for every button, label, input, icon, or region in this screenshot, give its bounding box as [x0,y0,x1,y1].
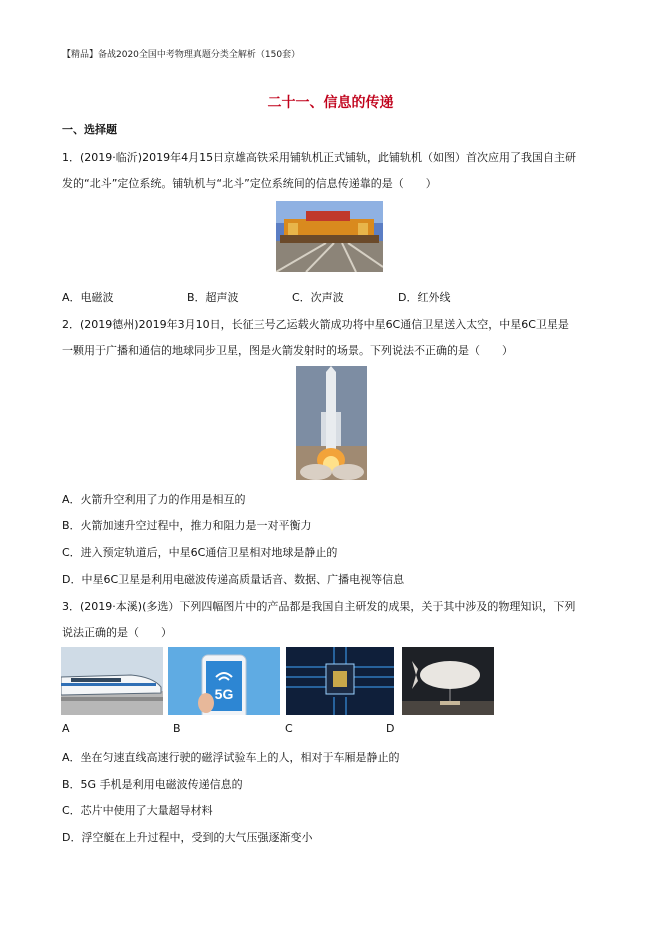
q1-option-a[interactable]: A．电磁波 [62,291,114,304]
q3-stem-line1: 3．(2019·本溪)(多选）下列四幅图片中的产品都是我国自主研发的成果，关于其中涉及的物理知识，下列 [62,600,576,613]
q1-stem-line2: 发的“北斗”定位系统。铺轨机与“北斗”定位系统间的信息传递靠的是（ ） [62,177,437,190]
q2-stem-line2: 一颗用于广播和通信的地球同步卫星，图是火箭发射时的场景。下列说法不正确的是（ ） [62,344,513,357]
airship-image [402,647,494,715]
q3-caption-d: D [386,722,395,735]
q2-option-d[interactable]: D．中星6C卫星是利用电磁波传递高质量话音、数据、广播电视等信息 [62,573,405,586]
q3-option-a[interactable]: A．坐在匀速直线高速行驶的磁浮试验车上的人，相对于车厢是静止的 [62,751,400,764]
page-header: 【精品】备战2020全国中考物理真题分类全解析（150套） [62,50,301,60]
q1-option-d[interactable]: D．红外线 [398,291,451,304]
track-laying-machine-image [276,201,383,272]
q1-stem-line1: 1．(2019·临沂)2019年4月15日京雄高铁采用铺轨机正式铺轨，此铺轨机（如图）首次应用了我国自主研 [62,151,577,164]
q3-caption-c: C [285,722,293,735]
q3-option-c[interactable]: C．芯片中使用了大量超导材料 [62,804,213,817]
maglev-train-image [61,647,163,715]
rocket-launch-image [296,366,367,480]
5g-phone-image [168,647,280,715]
q1-option-c[interactable]: C．次声波 [292,291,344,304]
q2-option-b[interactable]: B．火箭加速升空过程中，推力和阻力是一对平衡力 [62,519,312,532]
q2-stem-line1: 2．(2019德州)2019年3月10日，长征三号乙运载火箭成功将中星6C通信卫星送入太空，中星6C卫星是 [62,318,569,331]
q3-caption-b: B [173,722,181,735]
q3-option-b[interactable]: B．5G 手机是利用电磁波传递信息的 [62,778,243,791]
q2-option-c[interactable]: C．进入预定轨道后，中星6C通信卫星相对地球是静止的 [62,546,338,559]
q3-stem-line2: 说法正确的是（ ） [62,626,172,639]
section-heading: 一、选择题 [62,123,117,136]
q1-option-b[interactable]: B．超声波 [187,291,239,304]
q3-option-d[interactable]: D．浮空艇在上升过程中，受到的大气压强逐渐变小 [62,831,313,844]
chapter-title: 二十一、信息的传递 [267,95,394,111]
chip-image [286,647,394,715]
5g-label: 5G [214,686,234,702]
q2-option-a[interactable]: A．火箭升空利用了力的作用是相互的 [62,493,246,506]
q3-caption-a: A [62,722,70,735]
q1-options [62,289,622,305]
